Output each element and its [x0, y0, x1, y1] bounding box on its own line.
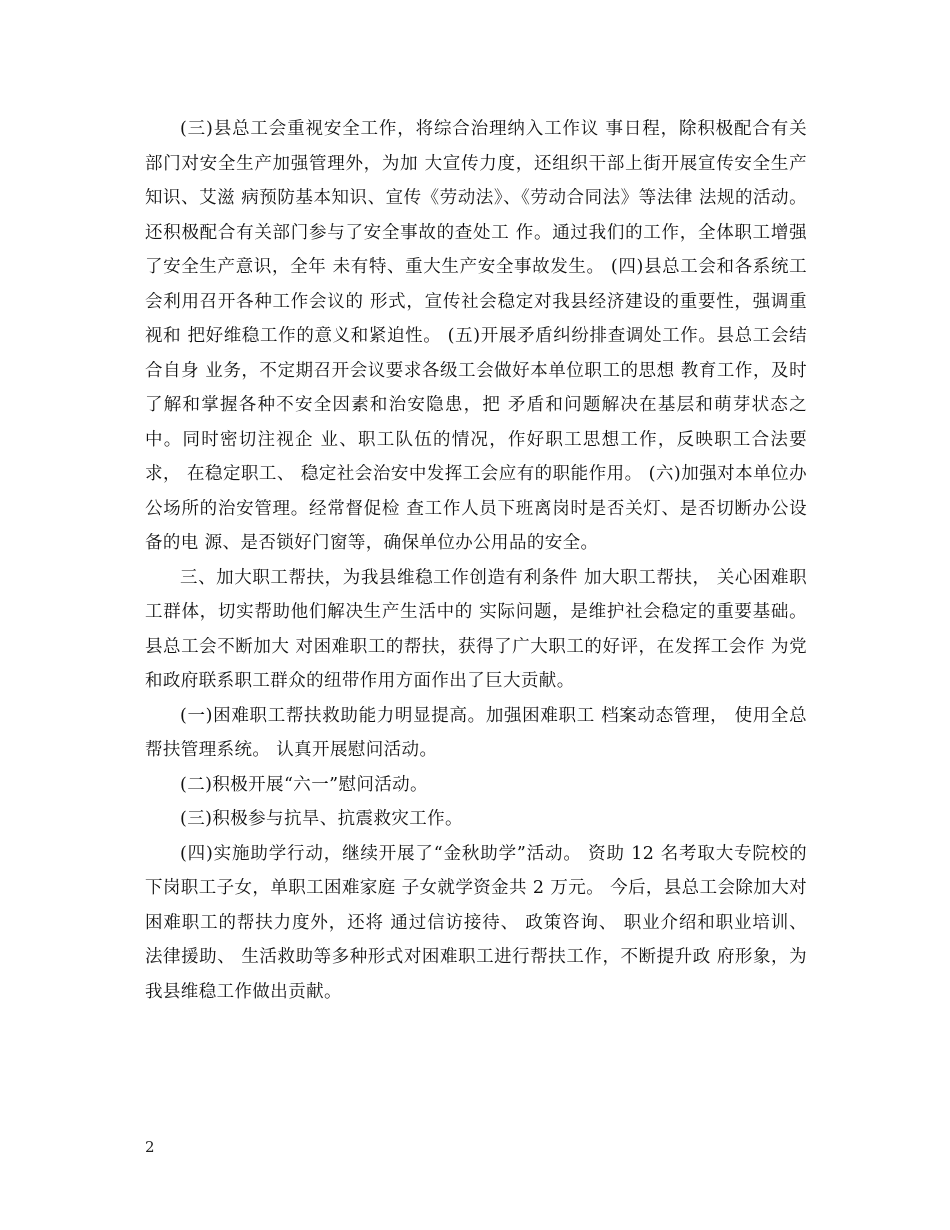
paragraph-safety-work: (三)县总工会重视安全工作，将综合治理纳入工作议 事日程，除积极配合有关部门对安全生产加强管理外，为加 大宣传力度，还组织干部上街开展宣传安全生产知识、艾滋 病预防基本知识、宣传《劳动法》、《劳动合同法》等法律 法规的活动。还积极配合有关部门参与了安全事故的查处工 作。通过我们的工作，全体职工增强了安全生产意识，全年 未有特、重大生产安全事故发生。 (四)县总工会和各系统工会利用召开各种工作会议的 形式，宣传社会稳定对我县经济建设的重要性，强调重视和 把好维稳工作的意义和紧迫性。 (五)开展矛盾纠纷排查调处工作。县总工会结合自身 业务，不定期召开会议要求各级工会做好本单位职工的思想 教育工作，及时了解和掌握各种不安全因素和治安隐患，把 矛盾和问题解决在基层和萌芽状态之中。同时密切注视企 业、职工队伍的情况，作好职工思想工作，反映职工合法要 求， 在稳定职工、 稳定社会治安中发挥工会应有的职能作用。 (六)加强对本单位办公场所的治安管理。经常督促检 查工作人员下班离岗时是否关灯、是否切断办公设备的电 源、是否锁好门窗等，确保单位办公用品的安全。 [145, 119, 807, 553]
paragraph-disaster-relief: (三)积极参与抗旱、抗震救灾工作。 [180, 809, 463, 829]
paragraph-education-aid: (四)实施助学行动，继续开展了“金秋助学”活动。 资助 12 名考取大专院校的下岗职工子女，单职工困难家庭 子女就学资金共 2 万元。 今后，县总工会除加大对困难职工的帮扶力度外，还将 通过信访接待、 政策咨询、 职业介绍和职业培训、 法律援助、 生活救助等多种形式对困难职工进行帮扶工作，不断提升政 府形象，为我县维稳工作做出贡献。 [145, 843, 807, 1002]
page-number: 2 [145, 1138, 155, 1156]
document-body [145, 112, 807, 1009]
paragraph-childrens-day: (二)积极开展“六一”慰问活动。 [180, 774, 428, 795]
paragraph-worker-assistance: 三、加大职工帮扶，为我县维稳工作创造有利条件 加大职工帮扶， 关心困难职工群体，切实帮助他们解决生产生活中的 实际问题，是维护社会稳定的重要基础。县总工会不断加大 对困难职工的帮扶，获得了广大职工的好评，在发挥工会作 为党和政府联系职工群众的纽带作用方面作出了巨大贡献。 [145, 567, 807, 691]
paragraph-relief-capacity: (一)困难职工帮扶救助能力明显提高。加强困难职工 档案动态管理， 使用全总帮扶管理系统。 认真开展慰问活动。 [145, 705, 807, 760]
